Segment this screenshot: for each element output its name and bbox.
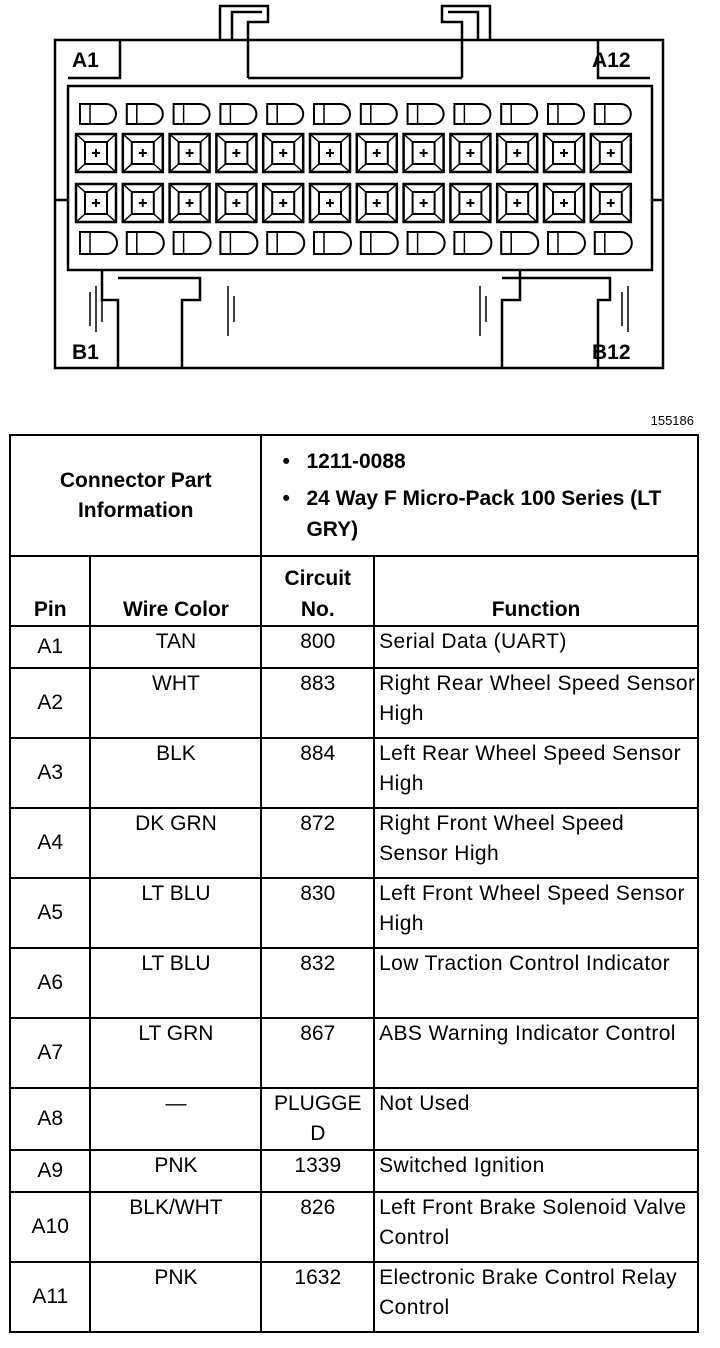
pin-cell: A8 (10, 1088, 90, 1150)
wire-color-cell: BLK/WHT (90, 1192, 261, 1262)
pin-latch-bottom (408, 232, 445, 254)
latch-right (442, 6, 490, 78)
pin-latch-top (220, 104, 256, 124)
connector-description: • 24 Way F Micro-Pack 100 Series (LT GRY) (306, 483, 697, 545)
wire-color-cell: LT BLU (90, 948, 261, 1018)
part-number: • 1211-0088 (306, 446, 697, 477)
pin-cavity (310, 134, 350, 172)
pin-cavity (170, 134, 210, 172)
circuit-column-header-text: Circuit No. (284, 567, 352, 621)
pin-label-a1: A1 (72, 49, 99, 72)
pin-latch-top (174, 104, 210, 124)
table-row (10, 1262, 698, 1332)
table-row (10, 948, 698, 1018)
latch-left (220, 6, 268, 78)
pin-column-header: Pin (10, 556, 90, 626)
pin-cavity (544, 184, 584, 222)
pin-label-a12: A12 (592, 49, 631, 72)
pin-latch-top (548, 104, 584, 124)
pin-latch-top (361, 104, 397, 124)
pin-cavity (357, 184, 397, 222)
function-column-header: Function (374, 556, 698, 626)
wire-color-cell: BLK (90, 738, 261, 808)
wire-color-cell: TAN (90, 626, 261, 668)
pin-latch-top (454, 104, 490, 124)
pin-cavity (497, 184, 537, 222)
function-cell: Right Front Wheel Speed Sensor High (374, 808, 698, 878)
circuit-cell: 1632 (261, 1262, 374, 1332)
pin-latch-top (501, 104, 537, 124)
function-cell: Right Rear Wheel Speed Sensor High (374, 668, 698, 738)
pin-latch-bottom (595, 232, 632, 254)
pin-cavity (450, 134, 490, 172)
pin-latch-top (267, 104, 303, 124)
pin-label-b1: B1 (72, 341, 99, 364)
pin-cell: A5 (10, 878, 90, 948)
circuit-cell: 826 (261, 1192, 374, 1262)
pin-latch-top (408, 104, 444, 124)
circuit-cell: 867 (261, 1018, 374, 1088)
connector-info-row (10, 435, 698, 556)
pin-latch-bottom (548, 232, 585, 254)
pin-grid (76, 104, 632, 254)
circuit-cell: 800 (261, 626, 374, 668)
drawing-number: 155186 (650, 413, 694, 428)
pin-latch-top (314, 104, 350, 124)
function-cell: Not Used (374, 1088, 698, 1150)
pin-cavity (123, 134, 163, 172)
table-row (10, 626, 698, 668)
pin-latch-top (595, 104, 631, 124)
function-cell: Switched Ignition (374, 1150, 698, 1192)
circuit-column-header (261, 556, 374, 626)
table-row (10, 878, 698, 948)
pin-cavity (450, 184, 490, 222)
circuit-cell: 830 (261, 878, 374, 948)
connector-part-header (10, 435, 261, 556)
function-cell: Electronic Brake Control Relay Control (374, 1262, 698, 1332)
pin-latch-bottom (127, 232, 164, 254)
pin-cavity (263, 134, 303, 172)
pin-cavity (544, 134, 584, 172)
pin-cell: A10 (10, 1192, 90, 1262)
table-row (10, 1088, 698, 1150)
pin-cavity (310, 184, 350, 222)
connector-part-info (261, 435, 698, 556)
function-cell: ABS Warning Indicator Control (374, 1018, 698, 1088)
table-row (10, 808, 698, 878)
wire-color-cell: WHT (90, 668, 261, 738)
table-row (10, 1018, 698, 1088)
pin-latch-top (127, 104, 163, 124)
pin-label-b12: B12 (592, 341, 631, 364)
function-cell: Serial Data (UART) (374, 626, 698, 668)
pin-latch-bottom (220, 232, 257, 254)
wire-color-cell: DK GRN (90, 808, 261, 878)
table-row (10, 1150, 698, 1192)
function-cell: Left Front Brake Solenoid Valve Control (374, 1192, 698, 1262)
wire-color-column-header: Wire Color (90, 556, 261, 626)
pin-cavity (263, 184, 303, 222)
wire-color-cell: LT BLU (90, 878, 261, 948)
pin-cavity (216, 134, 256, 172)
circuit-cell: 884 (261, 738, 374, 808)
connector-part-header-text: Connector Part Information (59, 468, 212, 522)
wire-color-cell: LT GRN (90, 1018, 261, 1088)
pin-cavity (76, 184, 116, 222)
pin-latch-top (80, 104, 116, 124)
pin-cavity (357, 134, 397, 172)
pin-cell: A1 (10, 626, 90, 668)
circuit-cell: PLUGGED (261, 1088, 374, 1150)
function-cell: Left Front Wheel Speed Sensor High (374, 878, 698, 948)
pin-cell: A4 (10, 808, 90, 878)
table-row (10, 1192, 698, 1262)
pin-cell: A7 (10, 1018, 90, 1088)
pin-cell: A11 (10, 1262, 90, 1332)
pin-cavity (216, 184, 256, 222)
function-cell: Low Traction Control Indicator (374, 948, 698, 1018)
pin-cavity (76, 134, 116, 172)
pin-latch-bottom (174, 232, 211, 254)
column-header-row (10, 556, 698, 626)
pin-latch-bottom (80, 232, 117, 254)
function-cell: Left Rear Wheel Speed Sensor High (374, 738, 698, 808)
pin-cell: A6 (10, 948, 90, 1018)
wire-color-cell: PNK (90, 1150, 261, 1192)
circuit-cell: 883 (261, 668, 374, 738)
circuit-cell: 832 (261, 948, 374, 1018)
wire-color-cell: — (90, 1088, 261, 1150)
pin-cavity (591, 134, 631, 172)
wire-color-cell: PNK (90, 1262, 261, 1332)
pin-cavity (404, 184, 444, 222)
table-row (10, 738, 698, 808)
pin-cavity (591, 184, 631, 222)
circuit-cell: 1339 (261, 1150, 374, 1192)
pin-cavity (404, 134, 444, 172)
pin-latch-bottom (361, 232, 398, 254)
pin-latch-bottom (267, 232, 304, 254)
pin-cavity (123, 184, 163, 222)
pin-table (9, 434, 699, 1333)
pin-latch-bottom (314, 232, 351, 254)
pin-cavity (497, 134, 537, 172)
pin-latch-bottom (454, 232, 491, 254)
pin-cell: A3 (10, 738, 90, 808)
pin-cell: A9 (10, 1150, 90, 1192)
connector-info-list (262, 436, 697, 555)
pin-latch-bottom (501, 232, 538, 254)
circuit-cell: 872 (261, 808, 374, 878)
table-row (10, 668, 698, 738)
pin-cell: A2 (10, 668, 90, 738)
pin-cavity (170, 184, 210, 222)
